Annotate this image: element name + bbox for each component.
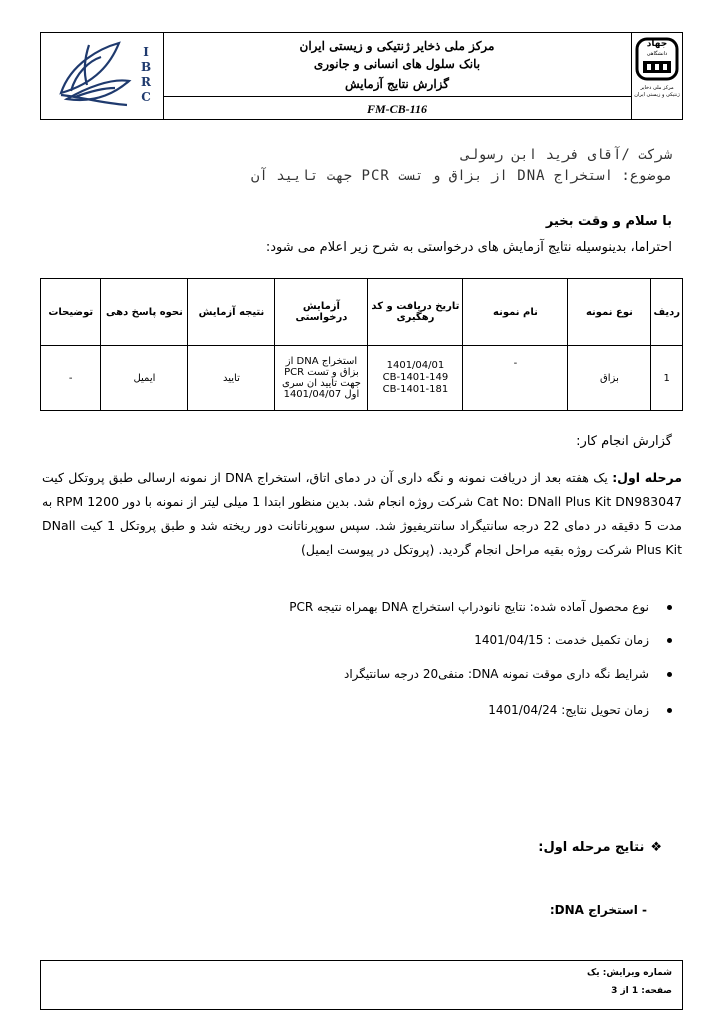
cell-code-1: CB-1401-149 bbox=[382, 372, 449, 383]
col-header-index: ردیف bbox=[651, 279, 683, 346]
bullet-text-delivery: زمان تحویل نتایج: 1401/04/24 bbox=[488, 703, 649, 717]
table-header-row bbox=[41, 279, 683, 346]
bullet-icon bbox=[667, 638, 672, 643]
col-header-test-result: نتیجه آزمایش bbox=[188, 279, 275, 346]
col-header-response-method: نحوه پاسخ دهی bbox=[101, 279, 188, 346]
results-table bbox=[40, 278, 683, 411]
cell-notes: - bbox=[41, 346, 101, 411]
cell-sample-type: بزاق bbox=[568, 346, 651, 411]
report-header bbox=[40, 32, 683, 120]
results-subheader: - استخراج DNA: bbox=[549, 903, 647, 917]
bullet-text-product: نوع محصول آماده شده: نتایج نانودراپ استخراج DNA بهمراه نتیجه PCR bbox=[289, 600, 649, 614]
intro-text: احتراما، بدینوسیله نتایج آزمایش های درخواستی به شرح زیر اعلام می شود: bbox=[265, 240, 672, 255]
cell-sample-name: - bbox=[463, 346, 568, 411]
jahad-logo-sub: دانشگاهی bbox=[646, 51, 668, 57]
jahad-logo bbox=[631, 33, 683, 119]
report-title: گزارش نتایج آزمایش bbox=[344, 77, 450, 91]
cell-date-code bbox=[368, 346, 463, 411]
bullet-icon bbox=[667, 708, 672, 713]
list-item bbox=[488, 703, 672, 717]
stage-one-text: یک هفته بعد از دریافت نمونه و نگه داری آن در دمای اتاق، استخراج DNA از نمونه ارسالی طبق پروتکل کیت Cat No: DNall Plus Kit DN983047 شرکت روژه انجام شد. بدین منظور ابتدا 1 میلی لیتر از نمونه با دور 1200 RPM به مدت 5 دقیقه در دمای 22 درجه سانتیگراد سانتریفیوژ شد. سپس سوپرناتانت دور ریخته شد و طبق پروتکل 1 کیت DNall Plus Kit شرکت روژه بقیه مراحل انجام گردید. (پروتکل در پیوست ایمیل) bbox=[42, 470, 682, 557]
bullet-icon bbox=[667, 672, 672, 677]
col-header-date-code: تاریخ دریافت و کد رهگیری bbox=[368, 279, 463, 346]
cell-index: 1 bbox=[651, 346, 683, 411]
list-item bbox=[474, 633, 672, 647]
bullet-text-completion: زمان تکمیل خدمت : 1401/04/15 bbox=[474, 633, 649, 647]
report-label: گزارش انجام کار: bbox=[576, 434, 672, 449]
cell-test-result: تایید bbox=[188, 346, 275, 411]
header-titles bbox=[163, 33, 632, 119]
bullet-icon bbox=[667, 605, 672, 610]
results-header bbox=[538, 840, 662, 855]
col-header-sample-type: نوع نمونه bbox=[568, 279, 651, 346]
cell-requested-test: استخراج DNA از بزاق و تست PCR جهت تایید ان سری اول 1401/04/07 bbox=[275, 346, 368, 411]
subject-line: موضوع: استخراج DNA از بزاق و تست PCR جهت تایید آن bbox=[250, 168, 672, 184]
stage-one-label: مرحله اول: bbox=[612, 470, 682, 485]
cell-code-2: CB-1401-181 bbox=[382, 384, 449, 395]
company-line: شرکت /آقای فرید ابن رسولی bbox=[461, 147, 672, 163]
col-header-requested-test: آزمایش درخواستی bbox=[275, 279, 368, 346]
page-number: صفحه: 1 از 3 bbox=[611, 986, 672, 996]
jahad-logo-caption: مرکز ملی ذخایر ژنتیکی و زیستی ایران bbox=[634, 85, 680, 98]
results-header-text: نتایج مرحله اول: bbox=[538, 840, 645, 855]
revision-number: شماره ویرایش: یک bbox=[587, 968, 672, 978]
list-item bbox=[344, 667, 672, 681]
stage-one-paragraph bbox=[42, 466, 682, 562]
ibrc-logo-text: IBRC bbox=[141, 45, 152, 104]
ibrc-logo bbox=[41, 33, 164, 119]
col-header-notes: توضیحات bbox=[41, 279, 101, 346]
col-header-sample-name: نام نمونه bbox=[463, 279, 568, 346]
cell-date: 1401/04/01 bbox=[386, 360, 445, 371]
greeting: با سلام و وقت بخیر bbox=[545, 214, 672, 229]
table-row bbox=[41, 346, 683, 411]
form-code: FM-CB-116 bbox=[163, 96, 631, 121]
org-title: مرکز ملی ذخایر ژنتیکی و زیستی ایران bbox=[299, 39, 495, 53]
list-item bbox=[289, 600, 672, 614]
cell-response-method: ایمیل bbox=[101, 346, 188, 411]
bullet-text-storage: شرایط نگه داری موقت نمونه DNA: منفی20 درجه سانتیگراد bbox=[343, 667, 649, 681]
diamond-bullet-icon: ❖ bbox=[650, 840, 662, 855]
jahad-logo-title: جهاد bbox=[646, 39, 668, 49]
bank-title: بانک سلول های انسانی و جانوری bbox=[313, 57, 481, 71]
